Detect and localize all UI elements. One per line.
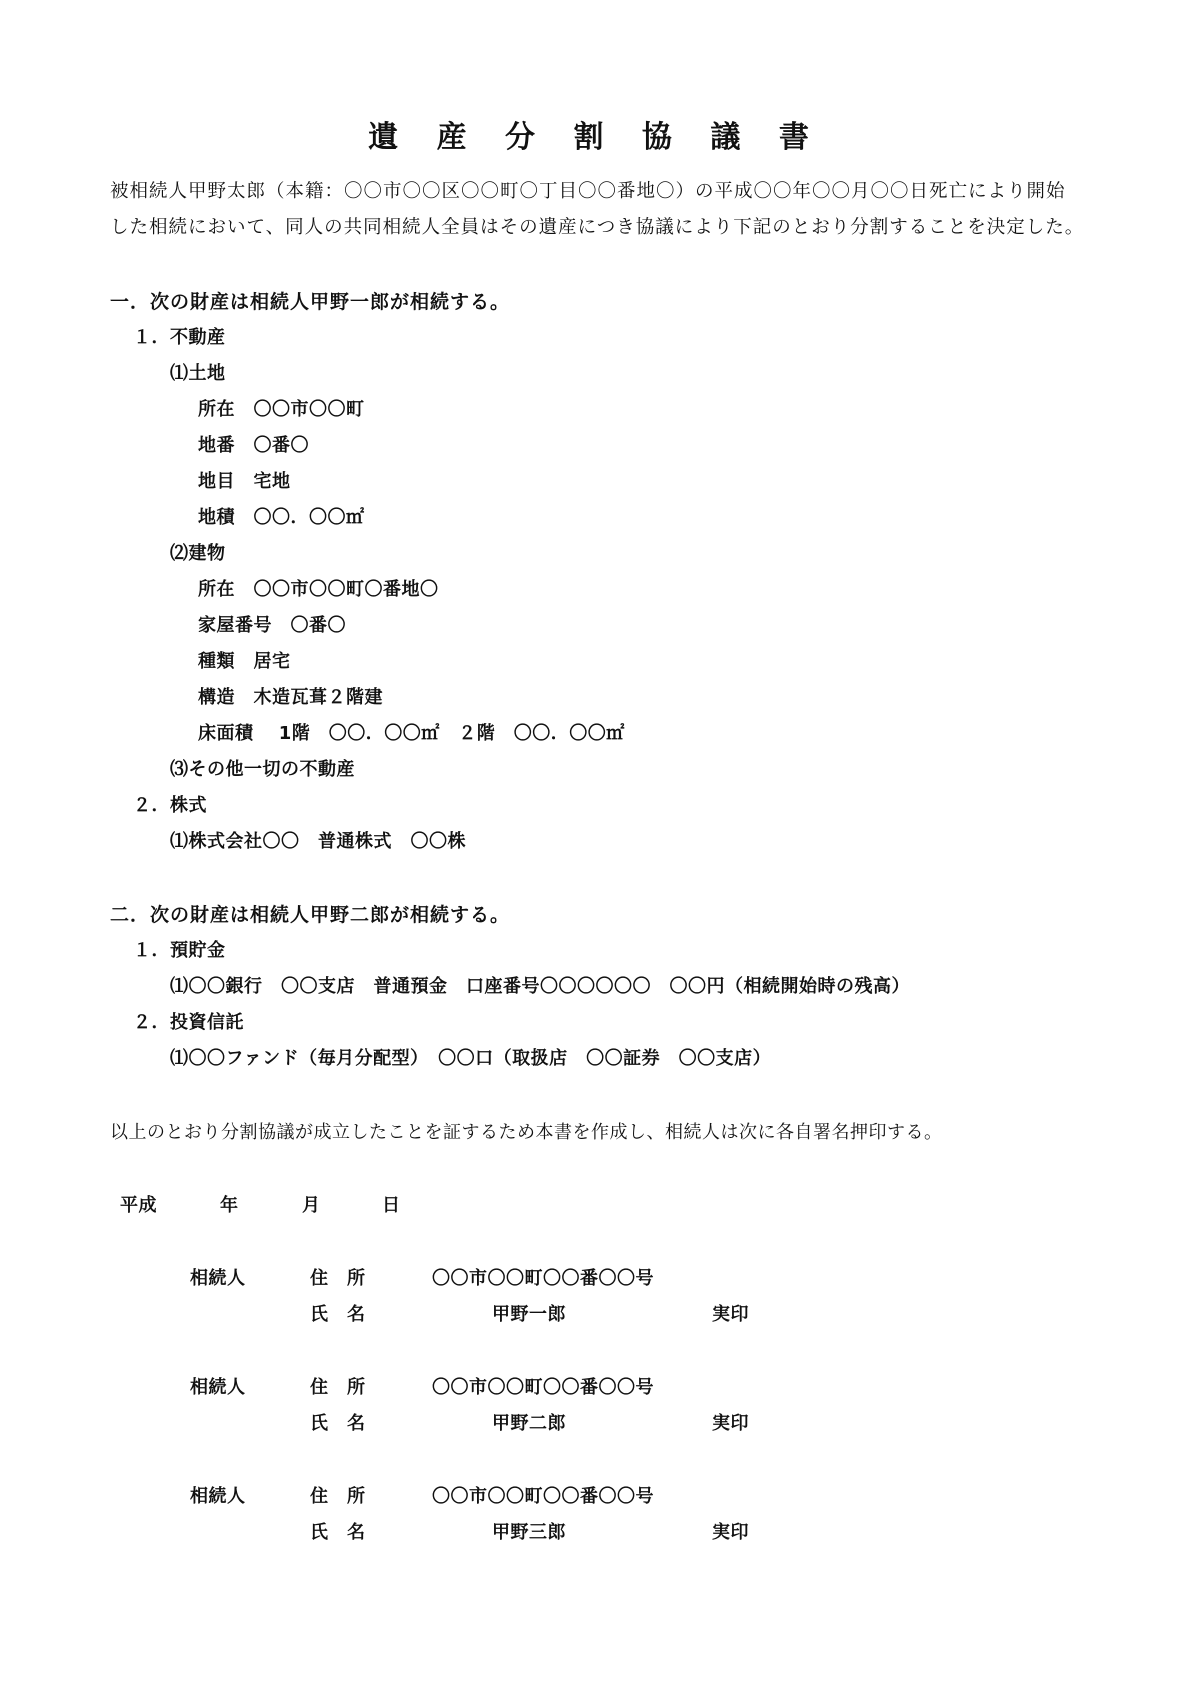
closing-statement: 以上のとおり分割協議が成立したことを証するため本書を作成し、相続人は次に各自署名押印する。: [110, 1122, 943, 1143]
building-structure: 構造 木造瓦葺２階建: [198, 687, 383, 708]
heir2-name: 甲野二郎: [492, 1413, 566, 1434]
section1-item-real-estate: １．不動産: [133, 327, 226, 348]
heir2-seal: 実印: [712, 1413, 749, 1434]
building-floor-area: 床面積 1階 〇〇．〇〇㎡ ２階 〇〇．〇〇㎡: [198, 723, 625, 744]
heir2-address: 〇〇市〇〇町〇〇番〇〇号: [432, 1377, 654, 1398]
heir2-name-label: 氏 名: [310, 1413, 366, 1434]
land-location: 所在 〇〇市〇〇町: [198, 399, 365, 420]
date-era: 平成: [120, 1195, 157, 1216]
heir3-seal: 実印: [712, 1522, 749, 1543]
heir3-name: 甲野三郎: [492, 1522, 566, 1543]
document-title: 遺 産 分 割 協 議 書: [368, 120, 823, 155]
building-location: 所在 〇〇市〇〇町〇番地〇: [198, 579, 439, 600]
heir1-address-label: 住 所: [310, 1268, 366, 1289]
deposit-detail: ⑴〇〇銀行 〇〇支店 普通預金 口座番号〇〇〇〇〇〇 〇〇円（相続開始時の残高）: [170, 976, 910, 997]
fund-detail: ⑴〇〇ファンド（毎月分配型） 〇〇口（取扱店 〇〇証券 〇〇支店）: [170, 1048, 772, 1069]
heir3-role: 相続人: [190, 1486, 246, 1507]
heir3-name-label: 氏 名: [310, 1522, 366, 1543]
intro-line-1: 被相続人甲野太郎（本籍：〇〇市〇〇区〇〇町〇丁目〇〇番地〇）の平成〇〇年〇〇月〇〇日死亡により開始: [110, 181, 1066, 202]
stock-detail: ⑴株式会社〇〇 普通株式 〇〇株: [170, 831, 466, 852]
heir3-address: 〇〇市〇〇町〇〇番〇〇号: [432, 1486, 654, 1507]
heir1-name: 甲野一郎: [492, 1304, 566, 1325]
building-heading: ⑵建物: [170, 543, 226, 564]
heir3-address-label: 住 所: [310, 1486, 366, 1507]
section1-heading: 一．次の財産は相続人甲野一郎が相続する。: [110, 291, 511, 313]
date-month: 月: [302, 1195, 321, 1216]
building-house-number: 家屋番号 〇番〇: [198, 615, 346, 636]
other-real-estate: ⑶その他一切の不動産: [170, 759, 355, 780]
section2-item-fund: ２．投資信託: [133, 1012, 244, 1033]
heir1-seal: 実印: [712, 1304, 749, 1325]
date-year: 年: [220, 1195, 239, 1216]
land-lot-number: 地番 〇番〇: [198, 435, 309, 456]
land-area: 地積 〇〇．〇〇㎡: [198, 507, 365, 528]
heir1-name-label: 氏 名: [310, 1304, 366, 1325]
date-day: 日: [382, 1195, 401, 1216]
intro-line-2: した相続において、同人の共同相続人全員はその遺産につき協議により下記のとおり分割することを決定した。: [110, 217, 1085, 238]
section1-item-stock: ２．株式: [133, 795, 207, 816]
section2-item-deposits: １．預貯金: [133, 940, 226, 961]
land-category: 地目 宅地: [198, 471, 291, 492]
heir1-role: 相続人: [190, 1268, 246, 1289]
building-type: 種類 居宅: [198, 651, 291, 672]
land-heading: ⑴土地: [170, 363, 226, 384]
heir1-address: 〇〇市〇〇町〇〇番〇〇号: [432, 1268, 654, 1289]
section2-heading: 二．次の財産は相続人甲野二郎が相続する。: [110, 904, 511, 926]
heir2-role: 相続人: [190, 1377, 246, 1398]
heir2-address-label: 住 所: [310, 1377, 366, 1398]
